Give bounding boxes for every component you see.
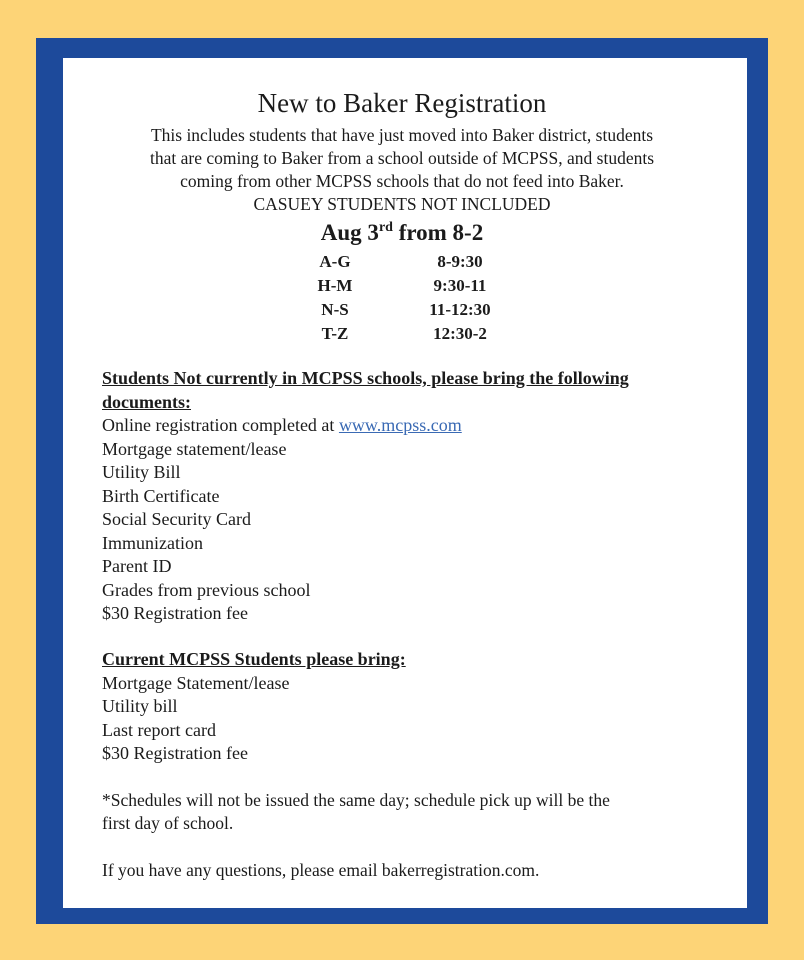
online-registration-text: Online registration completed at (102, 415, 339, 435)
schedule-row (0, 250, 804, 274)
intro-line: coming from other MCPSS schools that do not feed into Baker. (180, 171, 624, 191)
document-item: Utility Bill (102, 462, 181, 482)
intro-line: This includes students that have just moved into Baker district, students (150, 125, 654, 145)
schedule-time: 12:30-2 (433, 324, 487, 343)
schedule-letters: T-Z (321, 324, 349, 343)
document-item: $30 Registration fee (102, 603, 248, 623)
intro-line: that are coming to Baker from a school outside of MCPSS, and students (149, 148, 655, 168)
intro-paragraph (90, 124, 714, 216)
exclusion-notice: CASUEY STUDENTS NOT INCLUDED (253, 194, 551, 214)
online-registration-item (102, 414, 712, 438)
new-students-heading: Students Not currently in MCPSS schools, please bring the following (102, 368, 629, 388)
date-ordinal: rd (378, 220, 393, 235)
document-item: Mortgage statement/lease (102, 438, 287, 459)
document-item: Last report card (102, 719, 216, 740)
document-item: Grades from previous school (102, 579, 311, 600)
schedule-time: 8-9:30 (437, 252, 483, 271)
registration-date (0, 218, 804, 248)
document-item: Immunization (102, 532, 203, 553)
contact-line: If you have any questions, please email bakerregistration.com. (102, 860, 540, 880)
schedule-row (0, 274, 804, 298)
schedule-row (0, 322, 804, 346)
schedule-note (102, 789, 712, 835)
date-prefix: Aug 3 (320, 220, 379, 245)
date-rest: from 8-2 (392, 220, 484, 245)
note-line: first day of school. (102, 813, 234, 833)
schedule-letters: N-S (321, 300, 349, 319)
document-item: $30 Registration fee (102, 743, 248, 763)
document-item: Birth Certificate (102, 485, 220, 506)
schedule-time: 9:30-11 (433, 276, 487, 295)
note-line: *Schedules will not be issued the same day; schedule pick up will be the (102, 790, 610, 810)
flyer-title: New to Baker Registration (257, 88, 547, 118)
new-students-heading-cont: documents: (102, 391, 191, 412)
schedule-letters: H-M (317, 276, 353, 295)
document-item: Social Security Card (102, 509, 251, 529)
schedule-table (0, 250, 804, 346)
current-students-heading: Current MCPSS Students please bring: (102, 649, 406, 669)
document-item: Mortgage Statement/lease (102, 672, 290, 693)
schedule-time: 11-12:30 (429, 300, 491, 319)
schedule-letters: A-G (319, 252, 351, 271)
schedule-row (0, 298, 804, 322)
document-item: Utility bill (102, 696, 178, 716)
mcpss-website-link[interactable]: www.mcpss.com (338, 415, 462, 435)
document-item: Parent ID (102, 556, 172, 576)
new-students-section (102, 367, 712, 626)
current-students-section (102, 648, 712, 766)
